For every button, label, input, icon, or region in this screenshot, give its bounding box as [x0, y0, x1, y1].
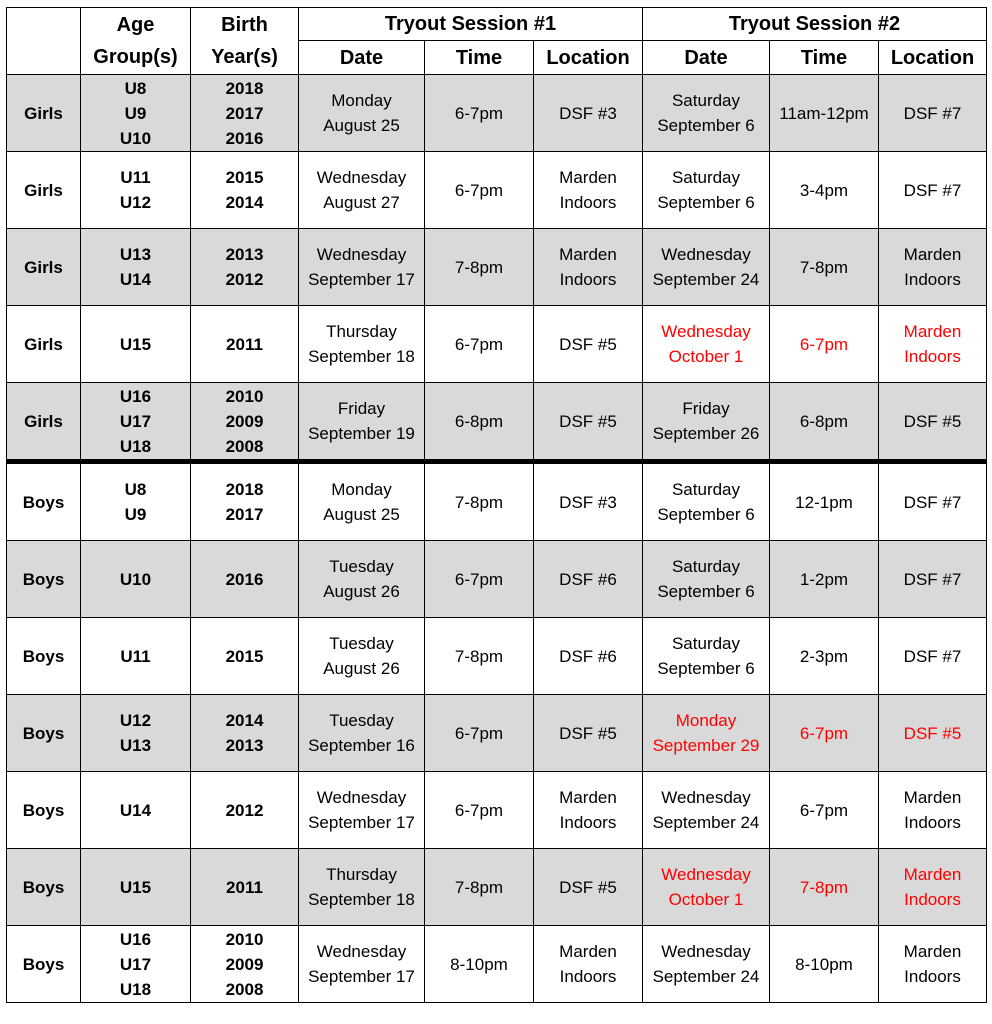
group-label: Boys — [22, 723, 65, 743]
session1-date: August 26 — [323, 582, 400, 601]
age-group-label: U15 — [119, 334, 152, 354]
session2-location: Indoors — [904, 270, 961, 289]
age-group-label: U8 — [124, 78, 147, 98]
group-header-empty — [7, 8, 81, 75]
session1-date-cell — [299, 152, 425, 229]
session2-location-cell — [879, 229, 987, 306]
table-row — [7, 541, 987, 618]
session2-time: 6-7pm — [799, 723, 849, 743]
session1-location: Marden — [559, 942, 617, 961]
session2-location-cell — [879, 75, 987, 152]
session1-time-cell — [425, 695, 534, 772]
session2-time: 3-4pm — [799, 180, 849, 200]
group-label: Boys — [22, 569, 65, 589]
birth-year-label: 2012 — [225, 270, 264, 289]
session2-location-cell — [879, 541, 987, 618]
age-group-label: U18 — [119, 979, 152, 999]
group-cell — [7, 618, 81, 695]
age-group-label: U18 — [119, 436, 152, 456]
session1-location-cell — [534, 152, 643, 229]
session1-time: 6-7pm — [454, 180, 504, 200]
session1-day: Thursday — [326, 322, 397, 341]
session1-date: September 16 — [308, 736, 415, 755]
session2-date-cell — [643, 229, 770, 306]
group-label: Boys — [22, 954, 65, 974]
group-label: Girls — [24, 257, 63, 277]
session2-day: Wednesday — [661, 788, 751, 807]
age-group-label: U17 — [119, 954, 152, 974]
group-cell — [7, 695, 81, 772]
session2-day: Saturday — [671, 480, 741, 499]
session2-date: September 6 — [657, 659, 755, 678]
age-groups-cell — [81, 229, 191, 306]
session1-location-cell — [534, 541, 643, 618]
session2-location: Marden — [903, 865, 962, 884]
age-groups-cell — [81, 618, 191, 695]
session1-date: September 18 — [308, 347, 415, 366]
birth-years-cell — [191, 306, 299, 383]
table-row — [7, 849, 987, 926]
session2-location: DSF #7 — [903, 492, 962, 512]
age-group-label: U10 — [119, 128, 152, 148]
session1-location-cell — [534, 75, 643, 152]
birth-year-label: 2015 — [225, 646, 264, 666]
session2-day: Wednesday — [661, 942, 751, 961]
session1-time-cell — [425, 926, 534, 1003]
session2-location: DSF #7 — [903, 646, 962, 666]
age-groups-cell — [81, 926, 191, 1003]
birth-year-label: 2017 — [225, 505, 264, 524]
session1-date: September 17 — [308, 270, 415, 289]
session2-time-cell — [770, 541, 879, 618]
session1-time-cell — [425, 541, 534, 618]
session1-date: September 17 — [308, 967, 415, 986]
session1-time-cell — [425, 306, 534, 383]
session2-time: 11am-12pm — [779, 103, 869, 123]
session1-date: September 19 — [308, 424, 415, 443]
session1-location-cell — [534, 383, 643, 462]
session1-date-cell — [299, 849, 425, 926]
session2-date-cell — [643, 462, 770, 541]
session2-date: September 24 — [652, 967, 760, 986]
session2-day: Wednesday — [661, 322, 751, 341]
session2-time-cell — [770, 772, 879, 849]
table-row — [7, 306, 987, 383]
session2-day: Wednesday — [661, 245, 751, 264]
birth-year-label: 2009 — [225, 954, 264, 974]
session2-header: Tryout Session #2 — [643, 8, 987, 41]
session2-time-cell — [770, 462, 879, 541]
session1-location-header: Location — [534, 41, 643, 75]
age-groups-header-text: Age Group(s) — [93, 14, 178, 68]
session2-date: September 6 — [657, 116, 755, 135]
session2-location-cell — [879, 849, 987, 926]
table-row — [7, 383, 987, 462]
session1-location: Marden — [559, 788, 617, 807]
session2-time: 2-3pm — [799, 646, 849, 666]
session1-location: Indoors — [559, 193, 617, 212]
tryout-schedule-table — [6, 7, 987, 1003]
session1-day: Wednesday — [316, 942, 407, 961]
session1-day: Tuesday — [329, 711, 394, 730]
age-group-label: U13 — [119, 245, 152, 264]
session2-date-cell — [643, 618, 770, 695]
session1-location-cell — [534, 229, 643, 306]
session2-location: DSF #7 — [903, 569, 962, 589]
birth-years-header-text: Birth Year(s) — [211, 14, 278, 68]
session1-date: September 18 — [308, 890, 415, 909]
birth-years-cell — [191, 462, 299, 541]
session2-location: DSF #7 — [903, 180, 962, 200]
session1-time: 6-7pm — [454, 800, 504, 820]
session2-time-cell — [770, 849, 879, 926]
birth-years-cell — [191, 383, 299, 462]
session1-day: Wednesday — [316, 168, 407, 187]
group-cell — [7, 772, 81, 849]
group-label: Boys — [22, 646, 65, 666]
session2-location-cell — [879, 306, 987, 383]
age-group-label: U17 — [119, 411, 152, 431]
session2-location: Indoors — [904, 813, 961, 832]
age-group-label: U11 — [120, 168, 151, 187]
session2-time-cell — [770, 695, 879, 772]
age-group-label: U12 — [119, 711, 152, 730]
session1-location-cell — [534, 618, 643, 695]
session1-location: DSF #5 — [559, 723, 617, 743]
session2-time: 6-8pm — [799, 411, 849, 431]
age-group-label: U9 — [124, 505, 147, 524]
session1-date: August 27 — [323, 193, 400, 212]
session1-day: Tuesday — [329, 634, 394, 653]
session2-date: September 29 — [652, 736, 760, 755]
session1-time: 7-8pm — [454, 646, 504, 666]
session1-location-cell — [534, 462, 643, 541]
session1-location: Indoors — [559, 967, 617, 986]
age-groups-cell — [81, 152, 191, 229]
session2-time: 1-2pm — [799, 569, 849, 589]
group-cell — [7, 462, 81, 541]
session1-time-header: Time — [425, 41, 534, 75]
group-cell — [7, 75, 81, 152]
session1-location: Marden — [559, 168, 617, 187]
birth-years-cell — [191, 926, 299, 1003]
session1-location: DSF #5 — [559, 411, 617, 431]
session2-date-cell — [643, 541, 770, 618]
birth-year-label: 2015 — [225, 168, 264, 187]
session1-location: DSF #5 — [559, 334, 617, 354]
session2-time-cell — [770, 383, 879, 462]
birth-years-cell — [191, 849, 299, 926]
group-cell — [7, 926, 81, 1003]
age-group-label: U10 — [119, 569, 152, 589]
session1-date-cell — [299, 306, 425, 383]
session1-time-cell — [425, 229, 534, 306]
session1-location: DSF #6 — [559, 646, 617, 666]
session2-time-cell — [770, 618, 879, 695]
table-row — [7, 229, 987, 306]
birth-year-label: 2016 — [225, 128, 264, 148]
session1-time-cell — [425, 383, 534, 462]
session2-location-cell — [879, 926, 987, 1003]
session1-day: Friday — [337, 399, 386, 418]
session2-time: 7-8pm — [799, 877, 849, 897]
table-row — [7, 926, 987, 1003]
session2-location-cell — [879, 772, 987, 849]
session2-location: DSF #5 — [903, 723, 962, 743]
session1-time-cell — [425, 772, 534, 849]
session1-date: August 25 — [323, 116, 400, 135]
session1-time-cell — [425, 152, 534, 229]
session2-time-cell — [770, 306, 879, 383]
age-groups-cell — [81, 541, 191, 618]
group-cell — [7, 152, 81, 229]
age-groups-cell — [81, 849, 191, 926]
birth-years-cell — [191, 152, 299, 229]
session2-location: Marden — [903, 245, 962, 264]
session2-day: Saturday — [671, 557, 741, 576]
session2-location-header: Location — [879, 41, 987, 75]
session1-location: Marden — [559, 245, 617, 264]
age-groups-cell — [81, 772, 191, 849]
session2-date-cell — [643, 383, 770, 462]
session1-date: August 26 — [323, 659, 400, 678]
session1-time: 7-8pm — [454, 877, 504, 897]
session1-date-cell — [299, 695, 425, 772]
session2-location-cell — [879, 462, 987, 541]
birth-year-label: 2014 — [225, 193, 264, 212]
session2-location-cell — [879, 383, 987, 462]
session2-day: Saturday — [671, 634, 741, 653]
group-cell — [7, 229, 81, 306]
session2-location-cell — [879, 618, 987, 695]
session2-date: September 26 — [652, 424, 760, 443]
session2-time: 12-1pm — [795, 492, 853, 512]
group-label: Girls — [24, 180, 63, 200]
session1-location: DSF #3 — [559, 103, 617, 123]
table-header — [7, 8, 987, 75]
session1-time-cell — [425, 462, 534, 541]
session2-location: Indoors — [904, 347, 961, 366]
session2-time-cell — [770, 152, 879, 229]
session2-day: Saturday — [671, 168, 741, 187]
session1-day: Monday — [331, 480, 392, 499]
age-group-label: U8 — [124, 480, 147, 499]
age-groups-cell — [81, 383, 191, 462]
birth-years-cell — [191, 618, 299, 695]
birth-year-label: 2010 — [225, 929, 264, 949]
birth-year-label: 2013 — [225, 736, 264, 755]
session1-time: 6-7pm — [454, 103, 504, 123]
birth-years-cell — [191, 229, 299, 306]
session1-time-cell — [425, 618, 534, 695]
group-label: Boys — [22, 492, 65, 512]
birth-years-cell — [191, 541, 299, 618]
session1-time-cell — [425, 849, 534, 926]
birth-year-label: 2009 — [225, 411, 264, 431]
table-row — [7, 772, 987, 849]
session1-day: Wednesday — [316, 788, 407, 807]
session2-date-cell — [643, 306, 770, 383]
table-row — [7, 695, 987, 772]
group-cell — [7, 306, 81, 383]
session2-location: DSF #7 — [903, 103, 962, 123]
birth-year-label: 2011 — [226, 334, 263, 354]
session1-day: Monday — [331, 91, 392, 110]
session1-header: Tryout Session #1 — [299, 8, 643, 41]
session2-time: 6-7pm — [799, 800, 849, 820]
session1-date-cell — [299, 772, 425, 849]
session1-time: 6-7pm — [454, 723, 504, 743]
birth-year-label: 2018 — [225, 480, 264, 499]
session2-date-cell — [643, 849, 770, 926]
session2-date-header: Date — [643, 41, 770, 75]
session1-date-cell — [299, 618, 425, 695]
session1-location: Indoors — [559, 813, 617, 832]
age-group-label: U16 — [119, 929, 152, 949]
session2-date: September 24 — [652, 270, 760, 289]
birth-years-cell — [191, 695, 299, 772]
session2-time: 8-10pm — [795, 954, 853, 974]
group-label: Girls — [24, 334, 63, 354]
table-body — [7, 75, 987, 1003]
birth-year-label: 2016 — [225, 569, 264, 589]
session2-location: Indoors — [904, 967, 961, 986]
session1-date: September 17 — [308, 813, 415, 832]
session2-date: September 24 — [652, 813, 760, 832]
session2-date-cell — [643, 772, 770, 849]
session1-time: 7-8pm — [454, 257, 504, 277]
session2-date: September 6 — [657, 582, 755, 601]
age-groups-cell — [81, 306, 191, 383]
session2-date: September 6 — [657, 505, 755, 524]
group-label: Girls — [24, 103, 63, 123]
session2-date: September 6 — [657, 193, 755, 212]
group-label: Boys — [22, 800, 65, 820]
age-groups-cell — [81, 695, 191, 772]
group-cell — [7, 383, 81, 462]
birth-year-label: 2011 — [226, 877, 263, 897]
session2-date: October 1 — [668, 890, 744, 909]
session2-date-cell — [643, 695, 770, 772]
age-group-label: U12 — [119, 193, 152, 212]
birth-year-label: 2017 — [225, 103, 264, 123]
session1-location-cell — [534, 772, 643, 849]
session2-day: Friday — [682, 399, 730, 418]
session2-time-cell — [770, 75, 879, 152]
session2-date-cell — [643, 152, 770, 229]
age-groups-cell — [81, 462, 191, 541]
session1-day: Thursday — [326, 865, 397, 884]
session1-location-cell — [534, 926, 643, 1003]
session2-day: Wednesday — [661, 865, 751, 884]
age-group-label: U13 — [119, 736, 152, 755]
birth-years-cell — [191, 772, 299, 849]
session1-location-cell — [534, 695, 643, 772]
session1-day: Wednesday — [316, 245, 407, 264]
session2-date: October 1 — [668, 347, 744, 366]
session1-time: 6-8pm — [454, 411, 504, 431]
session1-location: DSF #5 — [559, 877, 617, 897]
birth-year-label: 2008 — [225, 979, 264, 999]
table-row — [7, 152, 987, 229]
birth-year-label: 2008 — [225, 436, 264, 456]
session1-time: 6-7pm — [454, 569, 504, 589]
table-row — [7, 75, 987, 152]
group-cell — [7, 541, 81, 618]
age-groups-header — [81, 8, 191, 75]
session2-time-header: Time — [770, 41, 879, 75]
session2-time-cell — [770, 926, 879, 1003]
session2-location: Marden — [903, 942, 962, 961]
table-row — [7, 618, 987, 695]
session1-date-cell — [299, 383, 425, 462]
session2-location: Marden — [903, 322, 962, 341]
session2-time-cell — [770, 229, 879, 306]
group-label: Girls — [24, 411, 63, 431]
session2-time: 7-8pm — [799, 257, 849, 277]
session2-location-cell — [879, 152, 987, 229]
session1-day: Tuesday — [329, 557, 394, 576]
birth-year-label: 2018 — [225, 78, 264, 98]
session1-date-cell — [299, 229, 425, 306]
session2-location: DSF #5 — [903, 411, 962, 431]
age-group-label: U15 — [119, 877, 152, 897]
birth-year-label: 2012 — [225, 800, 264, 820]
session1-date-header: Date — [299, 41, 425, 75]
session2-location: Indoors — [904, 890, 961, 909]
session1-time-cell — [425, 75, 534, 152]
session1-date-cell — [299, 462, 425, 541]
session1-date-cell — [299, 926, 425, 1003]
birth-year-label: 2010 — [225, 386, 264, 406]
session1-time: 8-10pm — [450, 954, 508, 974]
birth-year-label: 2014 — [225, 711, 264, 730]
group-cell — [7, 849, 81, 926]
session1-location-cell — [534, 306, 643, 383]
session1-location: DSF #6 — [559, 569, 617, 589]
age-group-label: U11 — [120, 646, 151, 666]
birth-year-label: 2013 — [225, 245, 264, 264]
session1-time: 6-7pm — [454, 334, 504, 354]
age-group-label: U16 — [119, 386, 152, 406]
session2-time: 6-7pm — [799, 334, 849, 354]
session1-date: August 25 — [323, 505, 400, 524]
age-groups-cell — [81, 75, 191, 152]
session1-time: 7-8pm — [454, 492, 504, 512]
age-group-label: U9 — [124, 103, 147, 123]
age-group-label: U14 — [119, 270, 152, 289]
session2-location: Marden — [903, 788, 962, 807]
age-group-label: U14 — [119, 800, 152, 820]
session1-date-cell — [299, 75, 425, 152]
session2-location-cell — [879, 695, 987, 772]
session1-location: DSF #3 — [559, 492, 617, 512]
session1-date-cell — [299, 541, 425, 618]
session2-day: Monday — [675, 711, 737, 730]
session2-day: Saturday — [671, 91, 741, 110]
session1-location: Indoors — [559, 270, 617, 289]
session2-date-cell — [643, 926, 770, 1003]
session1-location-cell — [534, 849, 643, 926]
group-label: Boys — [22, 877, 65, 897]
session2-date-cell — [643, 75, 770, 152]
table-row — [7, 462, 987, 541]
birth-years-cell — [191, 75, 299, 152]
birth-years-header — [191, 8, 299, 75]
